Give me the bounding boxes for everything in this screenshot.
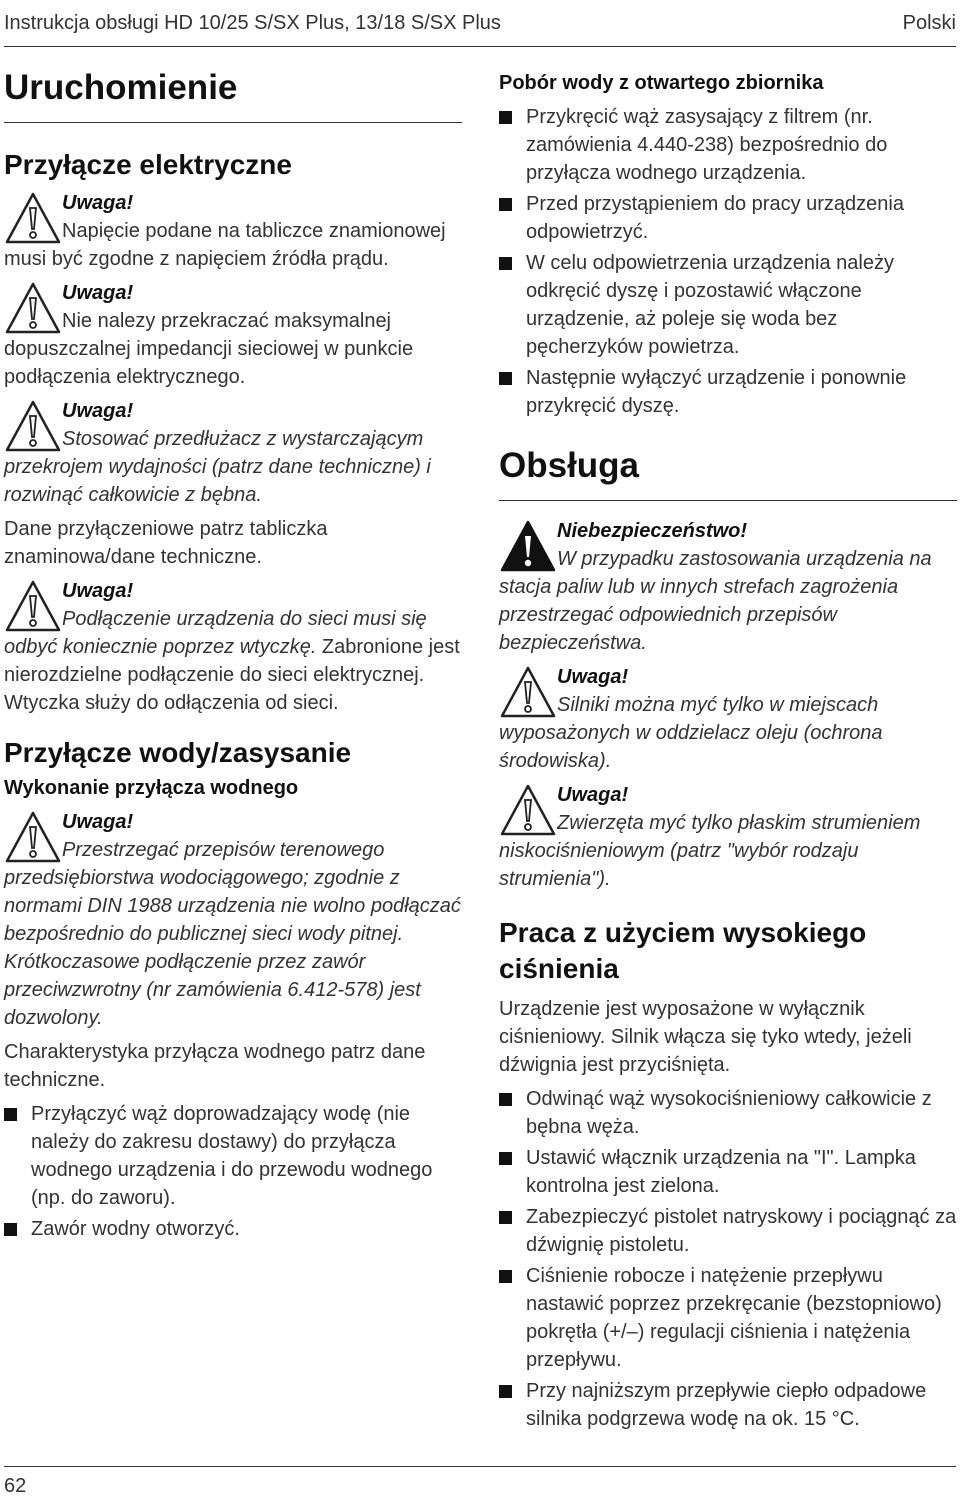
list-item (4, 1100, 462, 1212)
page-number: 62 (4, 1475, 27, 1497)
warning-title: Uwaga! (62, 580, 134, 602)
warning-title: Uwaga! (557, 784, 629, 806)
bullet-square-icon (4, 1223, 17, 1236)
document-title: Instrukcja obsługi HD 10/25 S/SX Plus, 13/18 S/SX Plus (4, 11, 501, 34)
subheading-open-tank: Pobór wody z otwartego zbiornika (499, 72, 824, 94)
bullet-square-icon (499, 1270, 512, 1283)
warning-triangle-icon (4, 810, 62, 864)
water-bullets (4, 1100, 462, 1243)
warning-block (4, 279, 462, 391)
list-item-text: Zawór wodny otworzyć. (31, 1218, 240, 1240)
list-item (499, 1144, 957, 1200)
warning-text: Zabronione jest nierozdzielne podłączenie do sieci elektrycznej. Wtyczka służy do odłączenia od sieci. (4, 636, 460, 714)
list-item-text: Ciśnienie robocze i natężenie przepływu nastawić poprzez przekręcanie (bezstopniowo) pokrętła (+/–) regulacji ciśnienia i natężenia przepływu. (526, 1265, 942, 1371)
danger-block (499, 517, 957, 657)
high-pressure-intro: Urządzenie jest wyposażone w wyłącznik ciśnieniowy. Silnik włącza się tyko wtedy, jeżeli dźwignia jest przyciśnięta. (499, 998, 912, 1076)
warning-text-italic: Podłączenie urządzenia do sieci musi się odbyć koniecznie poprzez wtyczkę. (4, 608, 427, 658)
danger-triangle-icon (499, 519, 557, 573)
warning-block (499, 663, 957, 775)
list-item (499, 1262, 957, 1374)
list-item (499, 1085, 957, 1141)
warning-text: Zwierzęta myć tylko płaskim strumieniem niskociśnieniowym (patrz "wybór rodzaju strumienia"). (499, 812, 921, 890)
subheading-water-connection: Wykonanie przyłącza wodnego (4, 777, 299, 799)
bullet-square-icon (499, 372, 512, 385)
list-item (499, 1203, 957, 1259)
list-item-text: Następnie wyłączyć urządzenie i ponownie przykręcić dyszę. (526, 367, 907, 417)
bullet-square-icon (499, 1093, 512, 1106)
warning-text: Nie nalezy przekraczać maksymalnej dopuszczalnej impedancji sieciowej w punkcie podłączenia elektrycznego. (4, 310, 414, 388)
heading-electric: Przyłącze elektryczne (4, 149, 292, 180)
list-item (499, 249, 957, 361)
heading-high-pressure: Praca z użyciem wysokiego ciśnienia (499, 917, 867, 984)
list-item-text: Przyłączyć wąż doprowadzający wodę (nie należy do zakresu dostawy) do przyłącza wodnego urządzenia i do przewodu wodnego (np. do zaworu). (31, 1103, 433, 1209)
warning-triangle-icon (4, 191, 62, 245)
warning-triangle-icon (4, 579, 62, 633)
list-item-text: Przed przystąpieniem do pracy urządzenia odpowietrzyć. (526, 193, 904, 243)
list-item (499, 190, 957, 246)
warning-triangle-icon (499, 665, 557, 719)
bullet-square-icon (499, 111, 512, 124)
water-connection-note: Charakterystyka przyłącza wodnego patrz dane techniczne. (4, 1041, 426, 1091)
section-title-operation: Obsługa (499, 446, 957, 501)
warning-title: Uwaga! (557, 666, 629, 688)
warning-title: Uwaga! (62, 811, 134, 833)
list-item-text: Zabezpieczyć pistolet natryskowy i pociągnąć za dźwignię pistoletu. (526, 1206, 957, 1256)
heading-water: Przyłącze wody/zasysanie (4, 737, 352, 768)
warning-block (4, 397, 462, 509)
left-column (4, 62, 462, 1249)
list-item-text: Ustawić włącznik urządzenia na "I". Lampka kontrolna jest zielona. (526, 1147, 916, 1197)
warning-triangle-icon (4, 399, 62, 453)
list-item (4, 1215, 462, 1243)
list-item (499, 1377, 957, 1433)
list-item-text: Odwinąć wąż wysokociśnieniowy całkowicie z bębna węża. (526, 1088, 932, 1138)
warning-triangle-icon (4, 281, 62, 335)
language-label: Polski (902, 11, 956, 34)
warning-block (4, 577, 462, 717)
warning-block (499, 781, 957, 893)
bullet-square-icon (499, 1385, 512, 1398)
list-item-text: Przykręcić wąż zasysający z filtrem (nr. zamówienia 4.440-238) bezpośrednio do przyłącza wodnego urządzenia. (526, 106, 888, 184)
warning-block (4, 189, 462, 273)
list-item-text: W celu odpowietrzenia urządzenia należy odkręcić dyszę i pozostawić włączone urządzenie, aż poleje się woda bez pęcherzyków powietrza. (526, 252, 894, 358)
danger-text: W przypadku zastosowania urządzenia na stacja paliw lub w innych strefach zagrożenia przestrzegać odpowiednich przepisów bezpieczeństwa. (499, 548, 932, 654)
tank-bullets (499, 103, 957, 420)
warning-text: Silniki można myć tylko w miejscach wyposażonych w oddzielacz oleju (ochrona środowiska). (499, 694, 883, 772)
section-title-startup: Uruchomienie (4, 68, 462, 123)
warning-triangle-icon (499, 783, 557, 837)
page-footer (4, 1466, 956, 1498)
bullet-square-icon (499, 198, 512, 211)
warning-text: Przestrzegać przepisów terenowego przedsiębiorstwa wodociągowego; zgodnie z normami DIN 1988 urządzenia nie wolno podłączać bezpośrednio do publicznej sieci wody pitnej. Krótkoczasowe podłączenie przez zawór przeciwzwrotny (nr zamówienia 6.412-578) jest dozwolony. (4, 839, 461, 1029)
bullet-square-icon (499, 257, 512, 270)
warning-text: Napięcie podane na tabliczce znamionowej musi być zgodne z napięciem źródła prądu. (4, 220, 446, 270)
page-header (4, 0, 956, 47)
danger-title: Niebezpieczeństwo! (557, 520, 748, 542)
high-pressure-bullets (499, 1085, 957, 1433)
right-column (499, 72, 957, 1439)
warning-title: Uwaga! (62, 192, 134, 214)
list-item-text: Przy najniższym przepływie ciepło odpadowe silnika podgrzewa wodę na ok. 15 °C. (526, 1380, 927, 1430)
bullet-square-icon (499, 1211, 512, 1224)
bullet-square-icon (4, 1108, 17, 1121)
warning-block (4, 808, 462, 1032)
list-item (499, 103, 957, 187)
connection-note: Dane przyłączeniowe patrz tabliczka znaminowa/dane techniczne. (4, 518, 328, 568)
bullet-square-icon (499, 1152, 512, 1165)
warning-title: Uwaga! (62, 400, 134, 422)
list-item (499, 364, 957, 420)
warning-title: Uwaga! (62, 282, 134, 304)
warning-text: Stosować przedłużacz z wystarczającym przekrojem wydajności (patrz dane techniczne) i rozwinąć całkowicie z bębna. (4, 428, 431, 506)
